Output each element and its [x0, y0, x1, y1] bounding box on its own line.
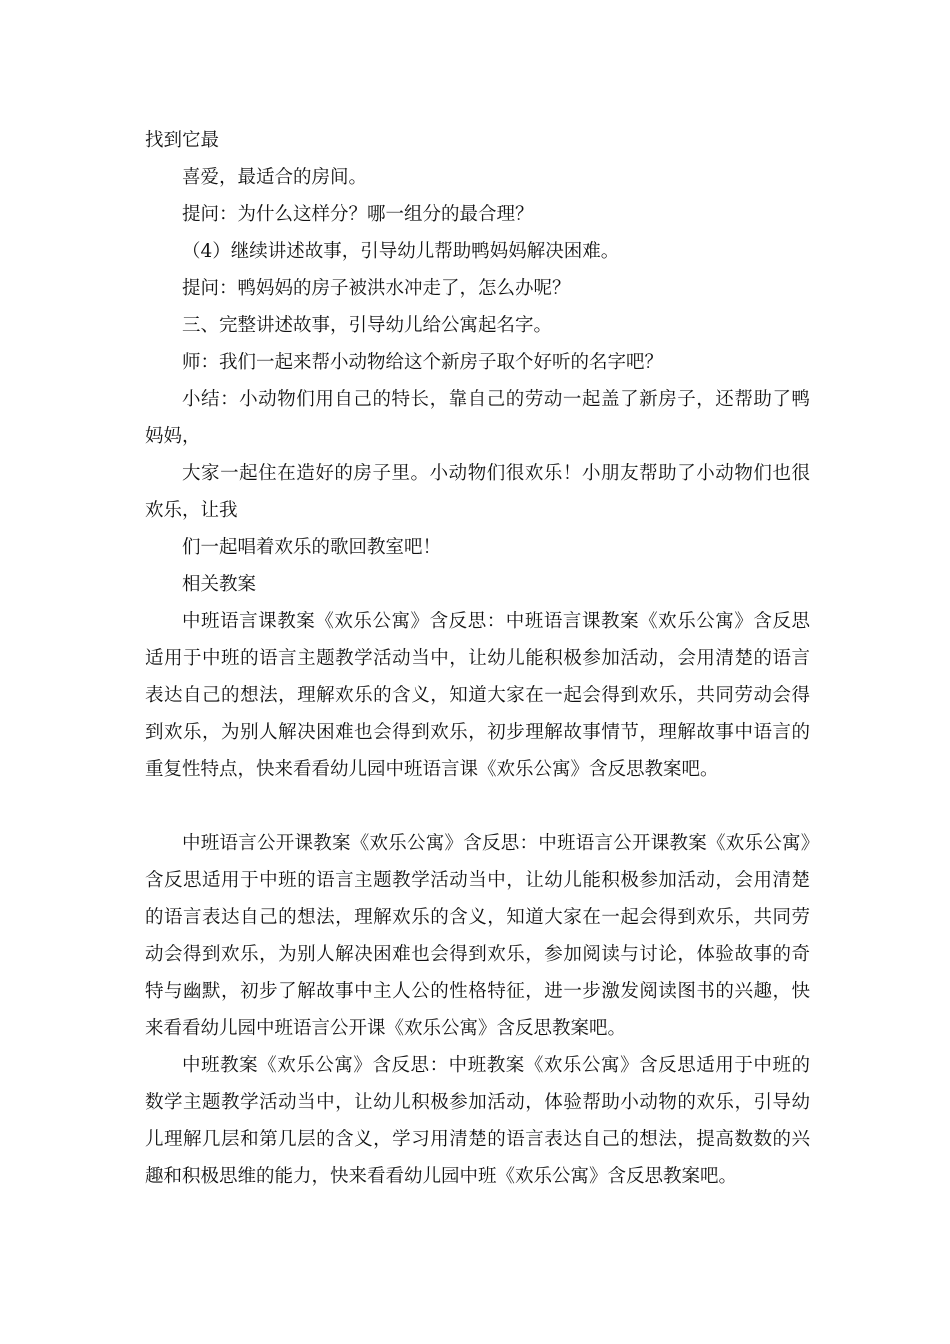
spacer: [145, 788, 810, 825]
related-item: 中班教案《欢乐公寓》含反思：中班教案《欢乐公寓》含反思适用于中班的数学主题教学活动当中，让幼儿积极参加活动，体验帮助小动物的欢乐，引导幼儿理解几层和第几层的含义，学习用清楚的语言表达自己的想法，提高数数的兴趣和积极思维的能力，快来看看幼儿园中班《欢乐公寓》含反思教案吧。: [145, 1055, 810, 1187]
document-body: [145, 122, 810, 1195]
paragraph: 提问：鸭妈妈的房子被洪水冲走了，怎么办呢？: [182, 278, 571, 299]
paragraph-continuation: 找到它最: [145, 130, 220, 151]
paragraph: 们一起唱着欢乐的歌回教室吧！: [182, 537, 442, 558]
paragraph: 大家一起住在造好的房子里。小动物们很欢乐！小朋友帮助了小动物们也很欢乐，让我: [145, 463, 810, 521]
paragraph: 喜爱，最适合的房间。: [182, 167, 368, 188]
section-heading: 三、完整讲述故事，引导幼儿给公寓起名字。: [182, 315, 553, 336]
paragraph: （4）继续讲述故事，引导幼儿帮助鸭妈妈解决困难。: [182, 241, 620, 262]
paragraph: 提问：为什么这样分？哪一组分的最合理？: [182, 204, 534, 225]
related-heading: 相关教案: [182, 574, 257, 595]
related-item: 中班语言课教案《欢乐公寓》含反思：中班语言课教案《欢乐公寓》含反思适用于中班的语言主题教学活动当中，让幼儿能积极参加活动，会用清楚的语言表达自己的想法，理解欢乐的含义，知道大家在一起会得到欢乐，共同劳动会得到欢乐，为别人解决困难也会得到欢乐，初步理解故事情节，理解故事中语言的重复性特点，快来看看幼儿园中班语言课《欢乐公寓》含反思教案吧。: [145, 611, 810, 780]
paragraph: 小结：小动物们用自己的特长，靠自己的劳动一起盖了新房子，还帮助了鸭妈妈，: [145, 389, 810, 447]
paragraph: 师：我们一起来帮小动物给这个新房子取个好听的名字吧？: [182, 352, 664, 373]
related-item: 中班语言公开课教案《欢乐公寓》含反思：中班语言公开课教案《欢乐公寓》含反思适用于中班的语言主题教学活动当中，让幼儿能积极参加活动，会用清楚的语言表达自己的想法，理解欢乐的含义，知道大家在一起会得到欢乐，共同劳动会得到欢乐，为别人解决困难也会得到欢乐，参加阅读与讨论，体验故事的奇特与幽默，初步了解故事中主人公的性格特征，进一步激发阅读图书的兴趣，快来看看幼儿园中班语言公开课《欢乐公寓》含反思教案吧。: [145, 833, 810, 1039]
